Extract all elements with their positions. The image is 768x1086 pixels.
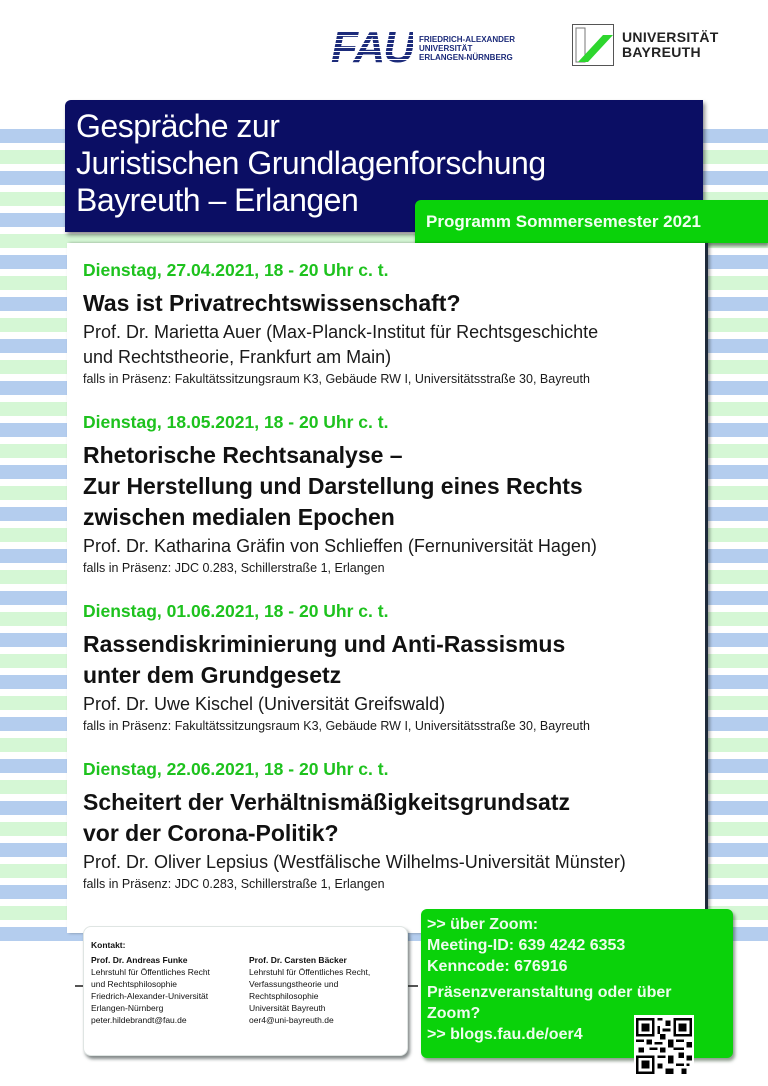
event-title: Zur Herstellung und Darstellung eines Rechts xyxy=(83,473,583,499)
fau-logo-line: ERLANGEN-NÜRNBERG xyxy=(419,52,513,62)
contact-line: Lehrstuhl für Öffentliches Recht, xyxy=(249,967,371,977)
series-title-line: Juristischen Grundlagenforschung xyxy=(76,145,546,181)
contact-line: Verfassungstheorie und xyxy=(249,979,339,989)
event-title: Was ist Privatrechtswissenschaft? xyxy=(83,290,461,316)
event-date: Dienstag, 27.04.2021, 18 - 20 Uhr c. t. xyxy=(83,260,389,280)
contact-box xyxy=(83,926,408,1056)
event-location: falls in Präsenz: Fakultätssitzungsraum K3, Gebäude RW I, Universitätsstraße 30, Bayreuth xyxy=(83,372,590,386)
program-panel xyxy=(67,243,708,933)
contact-person xyxy=(91,954,249,1026)
event-location: falls in Präsenz: JDC 0.283, Schillerstraße 1, Erlangen xyxy=(83,877,385,891)
contact-line: Erlangen-Nürnberg xyxy=(91,1003,164,1013)
zoom-heading: >> über Zoom: xyxy=(427,916,539,933)
event-location: falls in Präsenz: Fakultätssitzungsraum K3, Gebäude RW I, Universitätsstraße 30, Bayreuth xyxy=(83,719,590,733)
event-title: vor der Corona-Politik? xyxy=(83,820,339,846)
contact-line: Friedrich-Alexander-Universität xyxy=(91,991,209,1001)
contact-line: Lehrstuhl für Öffentliches Recht xyxy=(91,967,210,977)
event-title: zwischen medialen Epochen xyxy=(83,504,395,530)
event-title: Scheitert der Verhältnismäßigkeitsgrundsatz xyxy=(83,789,570,815)
bayreuth-logo-line: BAYREUTH xyxy=(622,44,701,60)
bayreuth-logo-line: UNIVERSITÄT xyxy=(622,29,719,45)
contact-person xyxy=(249,954,407,1026)
contact-line: und Rechtsphilosophie xyxy=(91,979,178,989)
bayreuth-logo-icon xyxy=(572,24,614,66)
contact-heading: Kontakt: xyxy=(91,940,126,950)
event-date: Dienstag, 18.05.2021, 18 - 20 Uhr c. t. xyxy=(83,412,389,432)
fau-logo-line: FRIEDRICH-ALEXANDER xyxy=(419,34,515,44)
event-speaker: Prof. Dr. Katharina Gräfin von Schlieffen (Fernuniversität Hagen) xyxy=(83,536,597,556)
fau-logo-text xyxy=(419,35,515,62)
event-location: falls in Präsenz: JDC 0.283, Schillerstraße 1, Erlangen xyxy=(83,561,385,575)
event-title: unter dem Grundgesetz xyxy=(83,662,342,688)
event-date: Dienstag, 01.06.2021, 18 - 20 Uhr c. t. xyxy=(83,601,389,621)
event-speaker: Prof. Dr. Uwe Kischel (Universität Greifswald) xyxy=(83,694,446,714)
bayreuth-logo xyxy=(572,22,722,68)
series-title-line: Gespräche zur xyxy=(76,108,280,144)
event-speaker: Prof. Dr. Oliver Lepsius (Westfälische Wilhelms-Universität Münster) xyxy=(83,852,626,872)
semester-tag: Programm Sommersemester 2021 xyxy=(415,200,768,243)
bayreuth-logo-text xyxy=(622,30,719,60)
contact-email[interactable]: peter.hildebrandt@fau.de xyxy=(91,1015,187,1025)
event-speaker: und Rechtstheorie, Frankfurt am Main) xyxy=(83,347,392,367)
event-item xyxy=(83,411,695,577)
event-title: Rassendiskriminierung und Anti-Rassismus xyxy=(83,631,566,657)
blog-link[interactable]: >> blogs.fau.de/oer4 xyxy=(427,1026,583,1043)
series-title-line: Bayreuth – Erlangen xyxy=(76,182,359,218)
zoom-meeting-id: Meeting-ID: 639 4242 6353 xyxy=(427,937,626,954)
contact-name: Prof. Dr. Andreas Funke xyxy=(91,955,188,965)
contact-email[interactable]: oer4@uni-bayreuth.de xyxy=(249,1015,334,1025)
contact-line: Rechtsphilosophie xyxy=(249,991,319,1001)
event-title: Rhetorische Rechtsanalyse – xyxy=(83,442,403,468)
event-speaker: Prof. Dr. Marietta Auer (Max-Planck-Institut für Rechtsgeschichte xyxy=(83,322,599,342)
zoom-question: Präsenzveranstaltung oder über xyxy=(427,984,672,1001)
fau-logo xyxy=(331,23,531,72)
fau-logo-line: UNIVERSITÄT xyxy=(419,43,473,53)
event-item xyxy=(83,259,695,388)
contact-name: Prof. Dr. Carsten Bäcker xyxy=(249,955,347,965)
qr-code-icon[interactable] xyxy=(634,1015,694,1077)
event-date: Dienstag, 22.06.2021, 18 - 20 Uhr c. t. xyxy=(83,759,389,779)
event-item xyxy=(83,600,695,735)
contact-line: Universität Bayreuth xyxy=(249,1003,326,1013)
event-item xyxy=(83,758,695,893)
zoom-question: Zoom? xyxy=(427,1005,481,1022)
fau-logo-mark: FAU xyxy=(331,23,413,72)
zoom-passcode: Kenncode: 676916 xyxy=(427,958,568,975)
